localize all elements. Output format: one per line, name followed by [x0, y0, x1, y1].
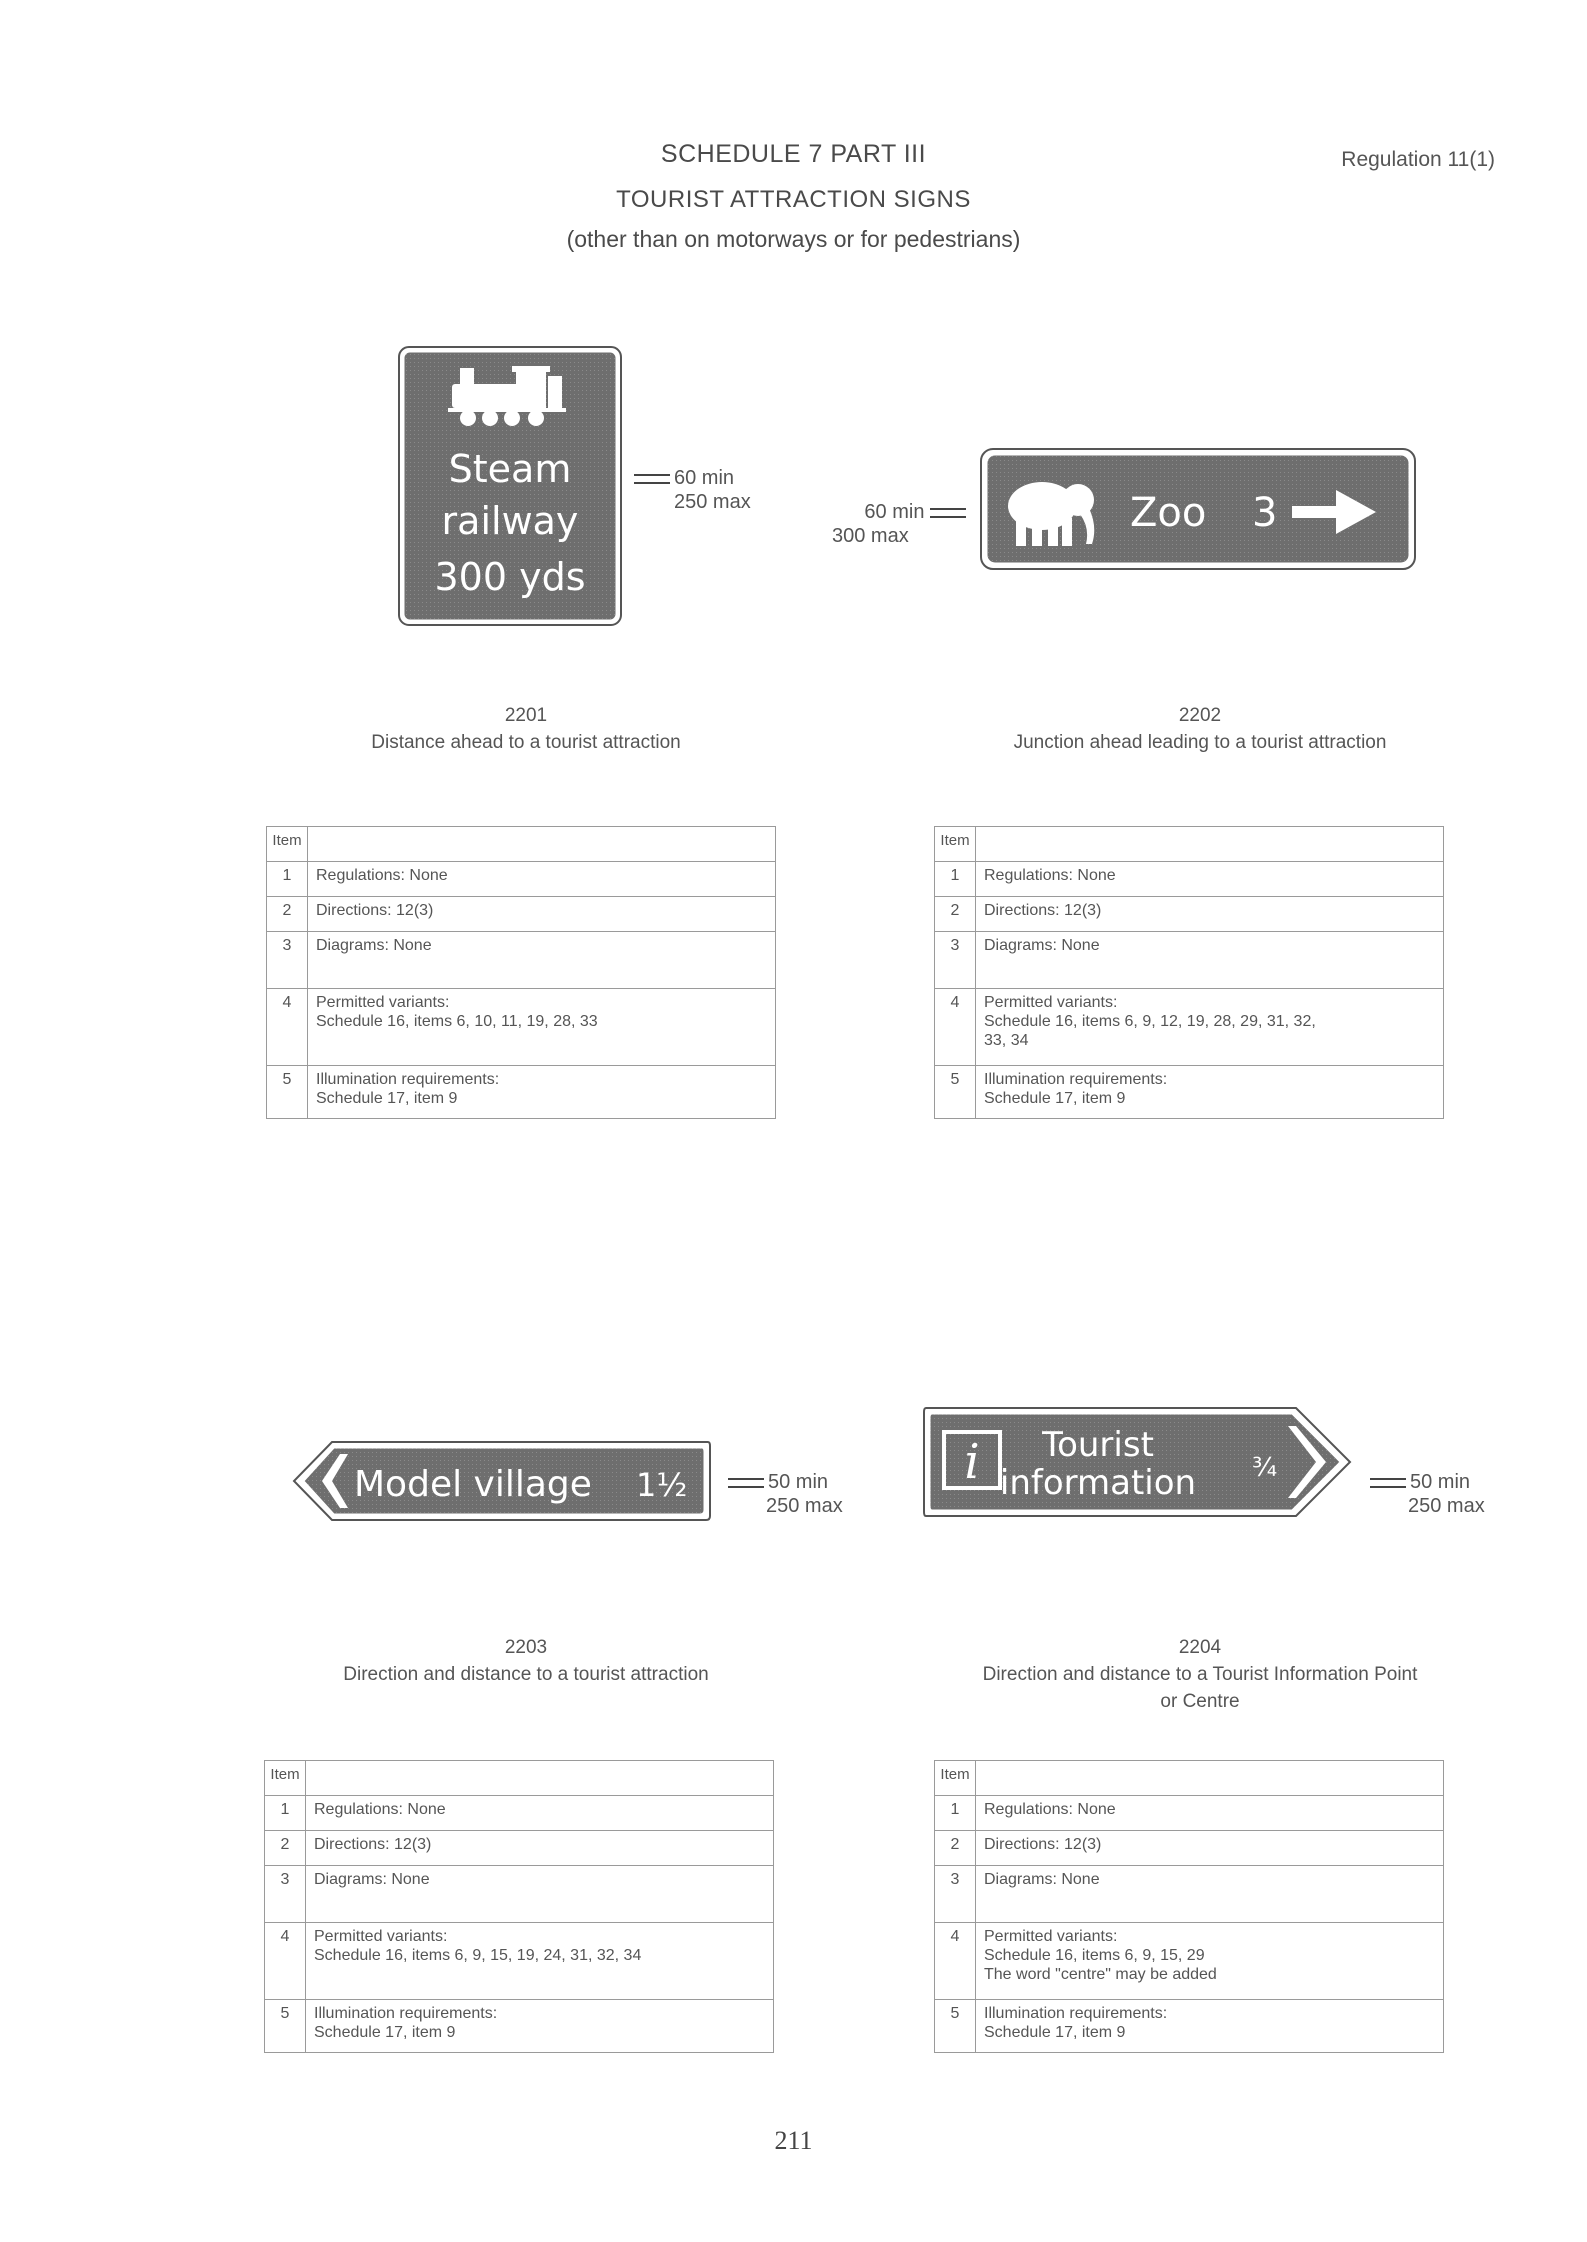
- item-text-line: Permitted variants:: [316, 994, 450, 1011]
- diagram-description-line-1: Direction and distance to a Tourist Information Point: [982, 1664, 1418, 1685]
- item-text: [308, 932, 776, 989]
- item-text-line: Illumination requirements:: [316, 1071, 500, 1088]
- item-text: [976, 862, 1444, 897]
- dimension-tick-icon: [930, 508, 966, 518]
- table-row: [935, 897, 1444, 932]
- item-text-line: Regulations: None: [984, 867, 1116, 884]
- item-number: 3: [265, 1866, 306, 1923]
- table-row: [935, 1796, 1444, 1831]
- item-number: 4: [935, 989, 976, 1066]
- item-text: [306, 1796, 774, 1831]
- table-row: [935, 2000, 1444, 2053]
- blank-header-cell: [976, 1761, 1444, 1796]
- sign-2202-caption: [930, 702, 1470, 756]
- item-text: [306, 1866, 774, 1923]
- item-text-line: Regulations: None: [984, 1801, 1116, 1818]
- table-row: [265, 2000, 774, 2053]
- item-text-line: Regulations: None: [314, 1801, 446, 1818]
- item-number: 1: [935, 1796, 976, 1831]
- item-number: 2: [935, 1831, 976, 1866]
- item-text: [308, 989, 776, 1066]
- blank-header-cell: [306, 1761, 774, 1796]
- sign-2201-line-1: Steam: [448, 447, 572, 491]
- item-text-line: Directions: 12(3): [314, 1836, 432, 1853]
- sign-2203-distance: 1½: [636, 1466, 688, 1504]
- table-row: [267, 862, 776, 897]
- item-text-line: Schedule 17, item 9: [316, 1090, 458, 1107]
- schedule-title: SCHEDULE 7 PART III: [660, 140, 927, 168]
- sign-2203-destination: Model village: [354, 1464, 592, 1505]
- item-number: 1: [935, 862, 976, 897]
- item-text: [976, 989, 1444, 1066]
- dimension-max: 300 max: [832, 525, 909, 547]
- item-number: 2: [935, 897, 976, 932]
- table-header-row: [935, 827, 1444, 862]
- schedule-note: (other than on motorways or for pedestrians): [566, 226, 1021, 252]
- item-text-line: Diagrams: None: [316, 937, 432, 954]
- table-row: [267, 989, 776, 1066]
- sign-2203-model-village: [292, 1440, 712, 1522]
- item-text: [306, 2000, 774, 2053]
- item-text-line: Permitted variants:: [984, 1928, 1118, 1945]
- item-number: 2: [267, 897, 308, 932]
- item-text: [976, 1831, 1444, 1866]
- item-column-header: Item: [935, 1761, 976, 1796]
- item-text-line: Schedule 16, items 6, 9, 15, 29: [984, 1947, 1205, 1964]
- item-number: 3: [935, 1866, 976, 1923]
- diagram-description: Direction and distance to a tourist attraction: [343, 1664, 709, 1685]
- item-text-line: Schedule 17, item 9: [314, 2024, 456, 2041]
- table-row: [265, 1796, 774, 1831]
- sign-2203-items-table: [264, 1760, 774, 2053]
- sign-2204-distance: ¾: [1252, 1453, 1278, 1483]
- sign-2204-tourist-information: [922, 1406, 1352, 1518]
- sign-2204-dimension: [1370, 1470, 1485, 1518]
- item-column-header: Item: [935, 827, 976, 862]
- item-text: [308, 1066, 776, 1119]
- dimension-tick-icon: [634, 474, 670, 484]
- item-text-line: Schedule 16, items 6, 9, 12, 19, 28, 29, 31, 32,: [984, 1013, 1316, 1030]
- item-text-line: Schedule 17, item 9: [984, 1090, 1126, 1107]
- sign-2201-items-table: [266, 826, 776, 1119]
- item-text: [976, 1866, 1444, 1923]
- diagram-number: 2204: [1178, 1637, 1222, 1658]
- item-text: [308, 897, 776, 932]
- item-number: 5: [267, 1066, 308, 1119]
- sign-2201-dimension: [634, 466, 751, 514]
- diagram-description: Junction ahead leading to a tourist attraction: [1013, 732, 1387, 753]
- table-row: [935, 989, 1444, 1066]
- table-row: [935, 932, 1444, 989]
- item-number: 1: [267, 862, 308, 897]
- table-header-row: [935, 1761, 1444, 1796]
- sign-2202-destination: Zoo: [1130, 490, 1207, 536]
- sign-2201-line-2: railway: [441, 499, 579, 543]
- item-text: [306, 1831, 774, 1866]
- blank-header-cell: [976, 827, 1444, 862]
- item-number: 2: [265, 1831, 306, 1866]
- sign-2204-line-2: information: [999, 1463, 1197, 1503]
- sign-2201-caption: [266, 702, 786, 756]
- item-column-header: Item: [267, 827, 308, 862]
- item-text-line: Illumination requirements:: [984, 2005, 1168, 2022]
- dimension-max: 250 max: [674, 491, 751, 513]
- diagram-description: Distance ahead to a tourist attraction: [371, 732, 681, 753]
- table-row: [265, 1923, 774, 2000]
- dimension-max: 250 max: [1408, 1495, 1485, 1517]
- item-text-line: Illumination requirements:: [984, 1071, 1168, 1088]
- page-number: 211: [774, 2126, 813, 2155]
- item-number: 4: [935, 1923, 976, 2000]
- item-text-line: Directions: 12(3): [316, 902, 434, 919]
- item-text-line: Schedule 16, items 6, 10, 11, 19, 28, 33: [316, 1013, 598, 1030]
- item-number: 4: [267, 989, 308, 1066]
- sign-2202-distance: 3: [1252, 490, 1278, 536]
- sign-2203-caption: [266, 1634, 786, 1688]
- table-header-row: [265, 1761, 774, 1796]
- item-text-line: Regulations: None: [316, 867, 448, 884]
- table-header-row: [267, 827, 776, 862]
- item-text: [976, 897, 1444, 932]
- blank-header-cell: [308, 827, 776, 862]
- dimension-min: 50 min: [768, 1471, 829, 1493]
- item-text-line: The word "centre" may be added: [984, 1966, 1217, 1983]
- item-number: 3: [935, 932, 976, 989]
- table-row: [935, 1066, 1444, 1119]
- item-text-line: Permitted variants:: [984, 994, 1118, 1011]
- table-row: [935, 1831, 1444, 1866]
- item-number: 5: [935, 1066, 976, 1119]
- item-text: [976, 2000, 1444, 2053]
- table-row: [935, 862, 1444, 897]
- item-text-line: Diagrams: None: [984, 1871, 1100, 1888]
- table-row: [267, 932, 776, 989]
- item-text-line: Directions: 12(3): [984, 902, 1102, 919]
- diagram-description-line-2: or Centre: [1160, 1691, 1240, 1712]
- table-row: [267, 897, 776, 932]
- dimension-tick-icon: [728, 1478, 764, 1488]
- item-number: 5: [265, 2000, 306, 2053]
- dimension-min: 60 min: [674, 467, 735, 489]
- item-text-line: Illumination requirements:: [314, 2005, 498, 2022]
- diagram-number: 2201: [504, 705, 548, 726]
- dimension-max: 250 max: [766, 1495, 843, 1517]
- item-text: [976, 932, 1444, 989]
- item-text-line: Schedule 17, item 9: [984, 2024, 1126, 2041]
- item-text-line: Permitted variants:: [314, 1928, 448, 1945]
- sign-2204-line-1: Tourist: [1042, 1425, 1154, 1465]
- item-text-line: Directions: 12(3): [984, 1836, 1102, 1853]
- dimension-min: 60 min: [864, 501, 925, 523]
- item-text: [308, 862, 776, 897]
- table-row: [265, 1866, 774, 1923]
- item-text-line: Schedule 16, items 6, 9, 15, 19, 24, 31, 32, 34: [314, 1947, 642, 1964]
- table-row: [935, 1923, 1444, 2000]
- item-text-line: Diagrams: None: [314, 1871, 430, 1888]
- item-number: 4: [265, 1923, 306, 2000]
- sign-2204-caption: [930, 1634, 1470, 1715]
- regulation-reference: Regulation 11(1): [1341, 148, 1495, 171]
- diagram-number: 2203: [504, 1637, 548, 1658]
- dimension-min: 50 min: [1410, 1471, 1471, 1493]
- item-number: 3: [267, 932, 308, 989]
- item-column-header: Item: [265, 1761, 306, 1796]
- dimension-tick-icon: [1370, 1478, 1406, 1488]
- item-text-line: 33, 34: [984, 1032, 1029, 1049]
- table-row: [935, 1866, 1444, 1923]
- sign-2201-line-3: 300 yds: [434, 555, 586, 599]
- item-text: [976, 1066, 1444, 1119]
- item-text-line: Diagrams: None: [984, 937, 1100, 954]
- sign-2203-dimension: [728, 1470, 843, 1518]
- sign-2202-zoo: [980, 448, 1416, 570]
- sign-2201-steam-railway: [398, 346, 622, 626]
- sign-2204-items-table: [934, 1760, 1444, 2053]
- sign-2202-items-table: [934, 826, 1444, 1119]
- item-number: 5: [935, 2000, 976, 2053]
- sign-2202-dimension: [820, 500, 970, 548]
- item-number: 1: [265, 1796, 306, 1831]
- diagram-number: 2202: [1178, 705, 1222, 726]
- item-text: [976, 1796, 1444, 1831]
- item-text: [976, 1923, 1444, 2000]
- item-text: [306, 1923, 774, 2000]
- svg-text:i: i: [964, 1434, 980, 1490]
- table-row: [267, 1066, 776, 1119]
- table-row: [265, 1831, 774, 1866]
- schedule-subtitle: TOURIST ATTRACTION SIGNS: [616, 186, 971, 213]
